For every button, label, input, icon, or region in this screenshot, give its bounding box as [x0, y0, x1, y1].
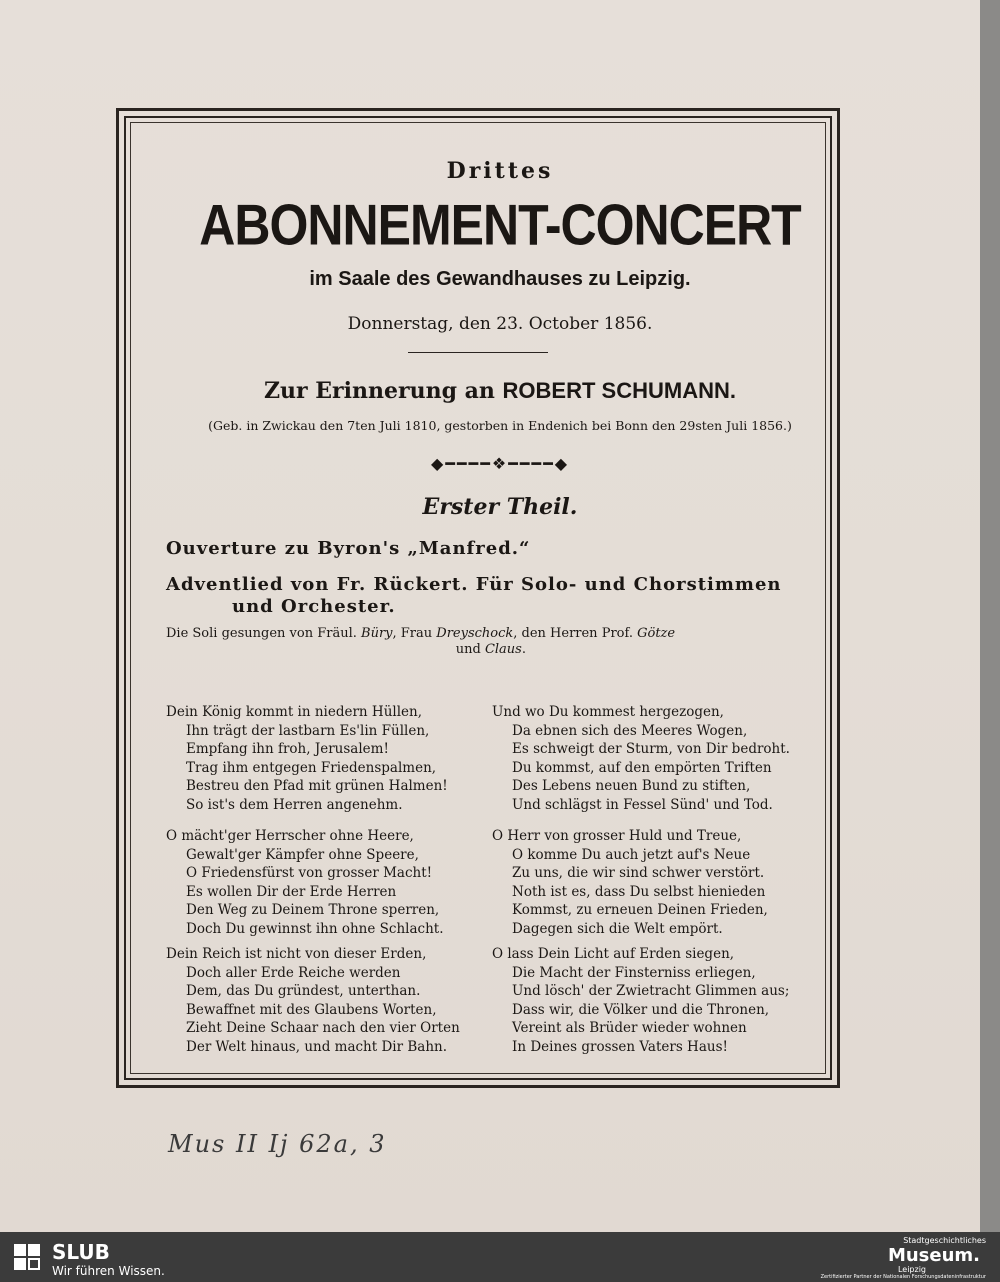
verse-left-2: O mächt'ger Herrscher ohne Heere, Gewalt'ger Kämpfer ohne Speere, O Friedensfürst von grosser Macht! Es wollen Dir der Erde Herren Den Weg zu Deinem Throne sperren, Doch Du gewinnst ihn ohne Schlacht. [166, 828, 444, 937]
museum-city: Leipzig [897, 1265, 926, 1274]
program-piece-2 [166, 574, 796, 618]
verse-left-3: Dein Reich ist nicht von dieser Erden, Doch aller Erde Reiche werden Dem, das Du gründest, unterthan. Bewaffnet mit des Glaubens Worten, Zieht Deine Schaar nach den vier Orten Der Welt hinaus, und macht Dir Bahn. [166, 946, 460, 1055]
soloist-3: Götze [637, 626, 676, 641]
verse-right-2: O Herr von grosser Huld und Treue, O komme Du auch jetzt auf's Neue Zu uns, die wir sind schwer verstört. Noth ist es, dass Du selbst hienieden Kommst, zu erneuen Deinen Frieden, Dagegen sich die Welt empört. [492, 828, 768, 937]
handwritten-shelfmark: Mus II Ij 62a, 3 [168, 1130, 387, 1158]
memorial-name: ROBERT SCHUMANN. [502, 378, 736, 403]
library-name[interactable]: SLUB [52, 1240, 110, 1264]
library-tagline: Wir führen Wissen. [52, 1264, 165, 1278]
scan-edge [980, 0, 1000, 1232]
program-piece-2-line2: und Orchester. [232, 596, 396, 617]
flourish-divider: ◆━━━━❖━━━━◆ [430, 454, 569, 473]
museum-label: Stadtgeschichtliches [903, 1236, 986, 1245]
verse-right-3: O lass Dein Licht auf Erden siegen, Die Macht der Finsterniss erliegen, Und lösch' der Zwietracht Glimmen aus; Dass wir, die Völker und die Thronen, Vereint als Brüder wieder wohnen In Deines grossen Vaters Haus! [492, 946, 790, 1055]
soloist-1: Büry [361, 626, 393, 641]
memorial-line [0, 378, 1000, 404]
program-piece-1: Ouverture zu Byron's „Manfred.“ [166, 538, 531, 559]
footer-bar [0, 1232, 1000, 1282]
heading-pre: Drittes [446, 158, 554, 184]
part-title: Erster Theil. [422, 494, 578, 520]
soloists-line: Die Soli gesungen von Fräul. Büry, Frau Dreyschock, den Herren Prof. Götze und Claus. [166, 626, 676, 657]
heading-venue: im Saale des Gewandhauses zu Leipzig. [309, 268, 691, 290]
museum-certification: Zertifizierter Partner der Nationalen Forschungsdateninfrastruktur [820, 1274, 986, 1280]
soloist-2: Dreyschock [436, 626, 514, 641]
memorial-prefix: Zur Erinnerung an [263, 378, 495, 404]
program-piece-2-line1: Adventlied von Fr. Rückert. Für Solo- und Chorstimmen [166, 574, 782, 595]
soloist-4: Claus [484, 642, 522, 657]
concert-date: Donnerstag, den 23. October 1856. [347, 314, 653, 334]
verse-right-1: Und wo Du kommest hergezogen, Da ebnen sich des Meeres Wogen, Es schweigt der Sturm, von Dir bedroht. Du kommst, auf den empörten Triften Des Lebens neuen Bund zu stiften, Und schlägst in Fessel Sünd' und Tod. [492, 704, 790, 813]
heading-main: ABONNEMENT-CONCERT [199, 192, 801, 258]
verse-left-1: Dein König kommt in niedern Hüllen, Ihn trägt der lastbarn Es'lin Füllen, Empfang ihn froh, Jerusalem! Trag ihm entgegen Friedenspalmen, Bestreu den Pfad mit grünen Halmen! So ist's dem Herren angenehm. [166, 704, 448, 813]
memorial-dates: (Geb. in Zwickau den 7ten Juli 1810, gestorben in Endenich bei Bonn den 29sten Juli 1856.) [208, 418, 792, 433]
divider-rule [408, 352, 548, 353]
museum-name[interactable]: Museum. [887, 1245, 980, 1266]
slub-logo-icon [14, 1244, 40, 1270]
